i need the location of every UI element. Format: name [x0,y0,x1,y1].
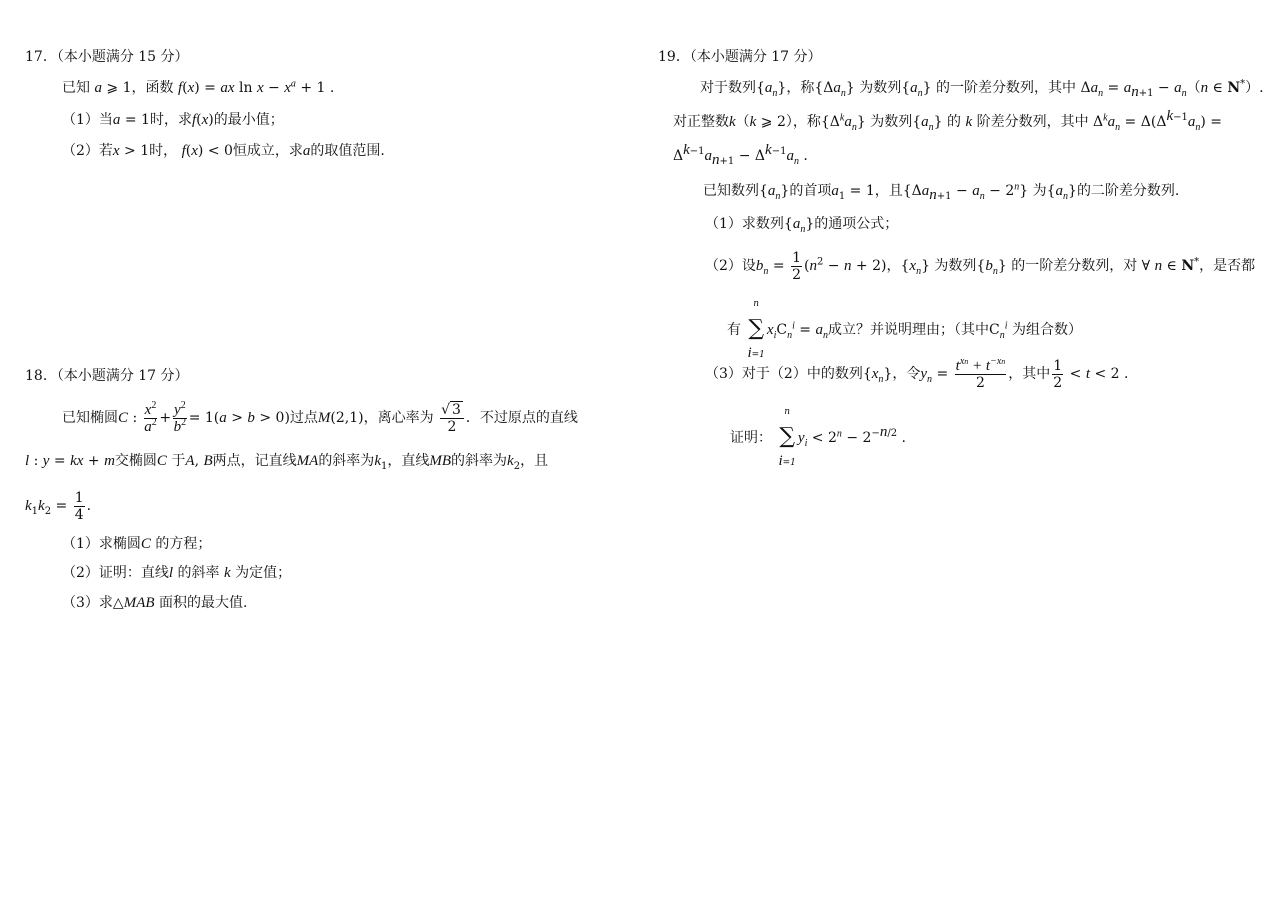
q19-line3: $\Delta^{k-1}a_{n+1} - \Delta^{k-1}a_n$ . [673,142,808,168]
q19-part3: （3）对于（2）中的数列$\{x_n\}$，令$y_n$ = $\frac{t^{xn} + t^{-xn}}{2}$ ，其中 $\frac{1}{2}$ < t < 2 . [705,355,1129,391]
q17-part2: （2）若x > 1时， f(x) < 0恒成立，求a的取值范围. [62,143,385,159]
q18-line2: l : y = kx + m交椭圆C 于A, B两点，记直线MA的斜率为$k_1$，直线MB的斜率为$k_2$，且 [25,453,549,472]
q17-part1: （1）当a = 1时，求f(x)的最小值； [62,112,284,128]
q19-header: 19．（本小题满分 17 分） [658,49,822,65]
q17-header: 17．（本小题满分 15 分） [25,49,189,65]
q19-part2: （2）设$b_n$ = $\frac{1}{2}$ $(n^2 - n + 2)$，$\{x_n\}$ 为数列$\{b_n\}$ 的一阶差分数列，对 ∀ n ∈ N*，是否都 [705,249,1256,283]
q19-line2: 对正整数k（k ⩾ 2），称$\{\Delta^ka_n\}$ 为数列$\{a_n\}$ 的 k 阶差分数列，其中 $\Delta^ka_n = \Delta(\Delta^{k-1}a_n)$ = [673,108,1223,133]
q18-header: 18．（本小题满分 17 分） [25,368,189,384]
q18-part2: （2）证明：直线l 的斜率 k 为定值； [62,565,292,581]
q17-statement: 已知 a ⩾ 1，函数 f(x) = ax $\ln x - x^a + 1$ . [62,78,335,96]
q19-part1: （1）求数列$\{a_n\}$的通项公式； [705,216,899,235]
q18-line3: $k_1k_2$ = $\frac{1}{4}$ . [25,489,92,523]
q18-line1: 已知椭圆C : $\frac{x^2}{a^2}$ + $\frac{y^2}{b^2}$ = 1(a > b > 0)过点M(2,1)，离心率为 $\frac{√ 3}{2}$ ．不过原点的直线 [62,399,578,435]
q19-line4: 已知数列$\{a_n\}$的首项$a_1 = 1$，且$\{\Delta a_{n+1} - a_n - 2^n\}$ 为$\{a_n\}$的二阶差分数列. [703,181,1180,203]
q19-line1: 对于数列$\{a_n\}$，称$\{\Delta a_n\}$ 为数列$\{a_n\}$ 的一阶差分数列，其中 $\Delta a_n = a_{n+1} - a_n(n$ ∈ N*）. [700,78,1264,100]
q19-part3-line2: 证明： n ∑ i=1 $y_i < 2^n - 2^{-n/2}$ . [730,407,906,469]
q19-part2-line2: 有 n ∑ i=1 $x_iC_n^i = a_n$成立？并说明理由；（其中$C_n^i$ 为组合数） [727,299,1082,361]
q18-part3: （3）求△MAB 面积的最大值. [62,595,248,611]
q18-part1: （1）求椭圆C 的方程； [62,536,212,552]
